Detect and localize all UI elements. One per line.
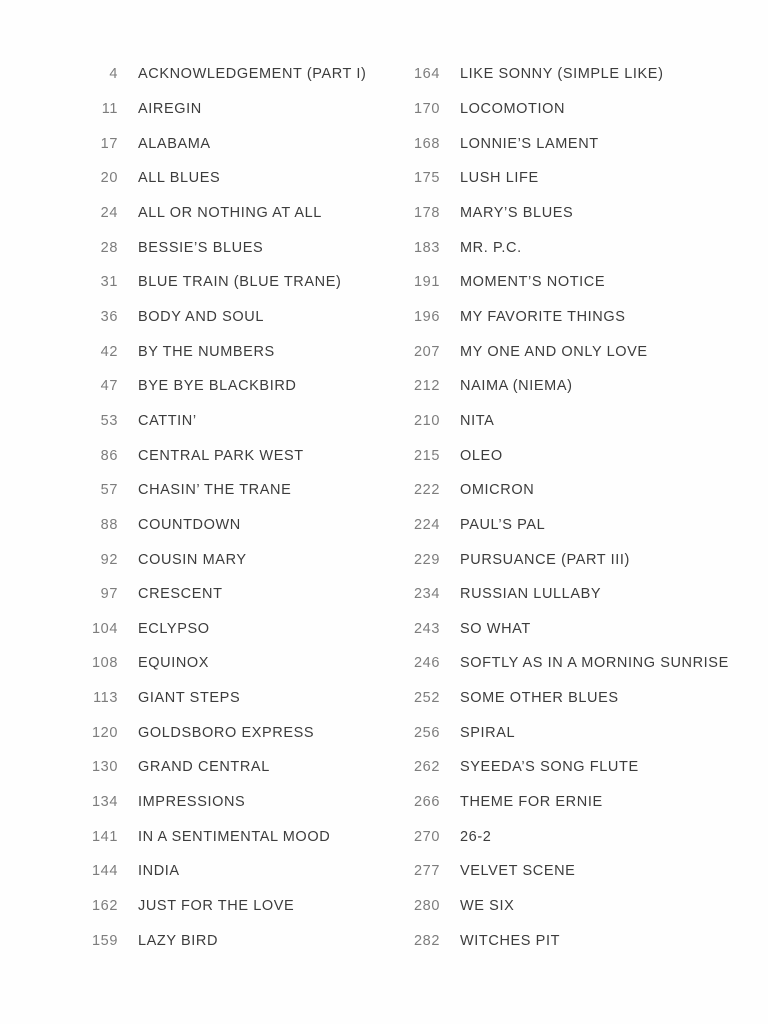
page-number: 191 (414, 274, 440, 291)
song-title: MOMENT’S NOTICE (460, 274, 606, 291)
song-title: GRAND CENTRAL (138, 759, 270, 776)
page-number: 162 (92, 898, 118, 915)
song-title: CENTRAL PARK WEST (138, 447, 304, 464)
song-title: LIKE SONNY (SIMPLE LIKE) (460, 66, 664, 83)
page-number: 108 (92, 655, 118, 672)
page-number: 282 (414, 932, 440, 949)
page-number: 11 (101, 100, 118, 117)
song-title: SOME OTHER BLUES (460, 690, 619, 707)
page-number: 229 (414, 551, 440, 568)
page-number: 28 (100, 239, 118, 256)
song-title: CRESCENT (138, 586, 223, 603)
song-title: IN A SENTIMENTAL MOOD (138, 828, 331, 845)
page-number: 86 (100, 447, 118, 464)
page-number: 47 (100, 378, 118, 395)
page-number: 243 (414, 620, 440, 637)
toc-entry (322, 715, 768, 750)
toc-entry (322, 334, 768, 369)
toc-entry (322, 57, 768, 92)
song-title: BY THE NUMBERS (138, 343, 275, 360)
page-number: 31 (100, 274, 118, 291)
song-title: LOCOMOTION (460, 100, 566, 117)
toc-entry (322, 612, 768, 647)
page-number: 234 (414, 586, 440, 603)
page-number: 270 (414, 828, 440, 845)
song-title: ALABAMA (138, 135, 211, 152)
page-number: 222 (414, 482, 440, 499)
song-title: ALL BLUES (138, 170, 221, 187)
toc-entry (322, 404, 768, 439)
toc-entry (322, 750, 768, 785)
toc-entry (322, 300, 768, 335)
song-title: LAZY BIRD (138, 932, 219, 949)
page-number: 168 (414, 135, 440, 152)
song-title: CHASIN’ THE TRANE (138, 482, 292, 499)
page-number: 210 (414, 412, 440, 429)
page-number: 130 (92, 759, 118, 776)
page-number: 224 (414, 516, 440, 533)
song-title: MR. P.C. (460, 239, 522, 256)
song-title: PURSUANCE (PART III) (460, 551, 630, 568)
song-title: VELVET SCENE (460, 863, 576, 880)
song-title: BLUE TRAIN (BLUE TRANE) (138, 274, 342, 291)
page-number: 53 (100, 412, 118, 429)
toc-entry (322, 126, 768, 161)
song-title: OLEO (460, 447, 503, 464)
song-title: LONNIE’S LAMENT (460, 135, 599, 152)
page-number: 24 (100, 204, 118, 221)
song-title: THEME FOR ERNIE (460, 794, 603, 811)
song-title: WE SIX (460, 898, 515, 915)
song-title: BESSIE’S BLUES (138, 239, 264, 256)
toc-entry (322, 646, 768, 681)
page-number: 20 (100, 170, 118, 187)
toc-entry (322, 438, 768, 473)
toc-entry (322, 923, 768, 958)
song-title: COUSIN MARY (138, 551, 247, 568)
toc-entry (322, 196, 768, 231)
song-title: BODY AND SOUL (138, 308, 264, 325)
song-title: WITCHES PIT (460, 932, 561, 949)
toc-entry (322, 577, 768, 612)
toc-entry (322, 542, 768, 577)
song-title: NITA (460, 412, 495, 429)
toc-entry (322, 785, 768, 820)
song-title: ALL OR NOTHING AT ALL (138, 204, 322, 221)
page-number: 277 (414, 863, 440, 880)
page-number: 164 (414, 66, 440, 83)
page-number: 17 (100, 135, 118, 152)
song-title: SYEEDA’S SONG FLUTE (460, 759, 639, 776)
page-number: 262 (414, 759, 440, 776)
song-title: JUST FOR THE LOVE (138, 898, 295, 915)
toc-entry (322, 265, 768, 300)
toc-entry (322, 161, 768, 196)
toc-entry (322, 854, 768, 889)
song-title: CATTIN’ (138, 412, 197, 429)
song-title: IMPRESSIONS (138, 794, 246, 811)
song-title: RUSSIAN LULLABY (460, 586, 602, 603)
song-title: AIREGIN (138, 100, 202, 117)
page-number: 141 (92, 828, 118, 845)
toc-column-right (322, 57, 768, 958)
toc-entry (322, 92, 768, 127)
song-title: ACKNOWLEDGEMENT (PART I) (138, 66, 367, 83)
toc-entry (322, 508, 768, 543)
toc-entry (322, 369, 768, 404)
page-number: 207 (414, 343, 440, 360)
toc-entry (322, 681, 768, 716)
song-title: MARY’S BLUES (460, 204, 574, 221)
song-title: LUSH LIFE (460, 170, 539, 187)
song-title: SO WHAT (460, 620, 531, 637)
page-number: 170 (414, 100, 440, 117)
page-number: 97 (100, 586, 118, 603)
song-title: EQUINOX (138, 655, 210, 672)
song-title: ECLYPSO (138, 620, 210, 637)
page-number: 196 (414, 308, 440, 325)
page-number: 36 (100, 308, 118, 325)
page-number: 183 (414, 239, 440, 256)
page-number: 212 (414, 378, 440, 395)
page-number: 113 (93, 690, 118, 707)
page-number: 88 (100, 516, 118, 533)
song-title: OMICRON (460, 482, 535, 499)
toc-entry (322, 473, 768, 508)
page-number: 42 (100, 343, 118, 360)
page-number: 104 (92, 620, 118, 637)
song-title: BYE BYE BLACKBIRD (138, 378, 297, 395)
song-title: MY FAVORITE THINGS (460, 308, 626, 325)
song-title: MY ONE AND ONLY LOVE (460, 343, 648, 360)
page-number: 178 (414, 204, 440, 221)
page-number: 252 (414, 690, 440, 707)
toc-entry (322, 889, 768, 924)
page-number: 175 (414, 170, 440, 187)
page-number: 57 (100, 482, 118, 499)
page-number: 246 (414, 655, 440, 672)
page-number: 144 (92, 863, 118, 880)
page-number: 280 (414, 898, 440, 915)
page-number: 4 (109, 66, 118, 83)
page-number: 159 (92, 932, 118, 949)
page-number: 215 (414, 447, 440, 464)
song-title: GIANT STEPS (138, 690, 241, 707)
song-title: NAIMA (NIEMA) (460, 378, 573, 395)
page-number: 134 (92, 794, 118, 811)
toc-entry (322, 819, 768, 854)
page-number: 256 (414, 724, 440, 741)
song-title: GOLDSBORO EXPRESS (138, 724, 315, 741)
song-title: PAUL’S PAL (460, 516, 546, 533)
song-title: 26-2 (460, 828, 492, 845)
page-number: 266 (414, 794, 440, 811)
song-title: SOFTLY AS IN A MORNING SUNRISE (460, 655, 729, 672)
song-title: COUNTDOWN (138, 516, 241, 533)
song-title: SPIRAL (460, 724, 516, 741)
toc-entry (322, 230, 768, 265)
page-number: 120 (92, 724, 118, 741)
song-title: INDIA (138, 863, 180, 880)
page-number: 92 (100, 551, 118, 568)
